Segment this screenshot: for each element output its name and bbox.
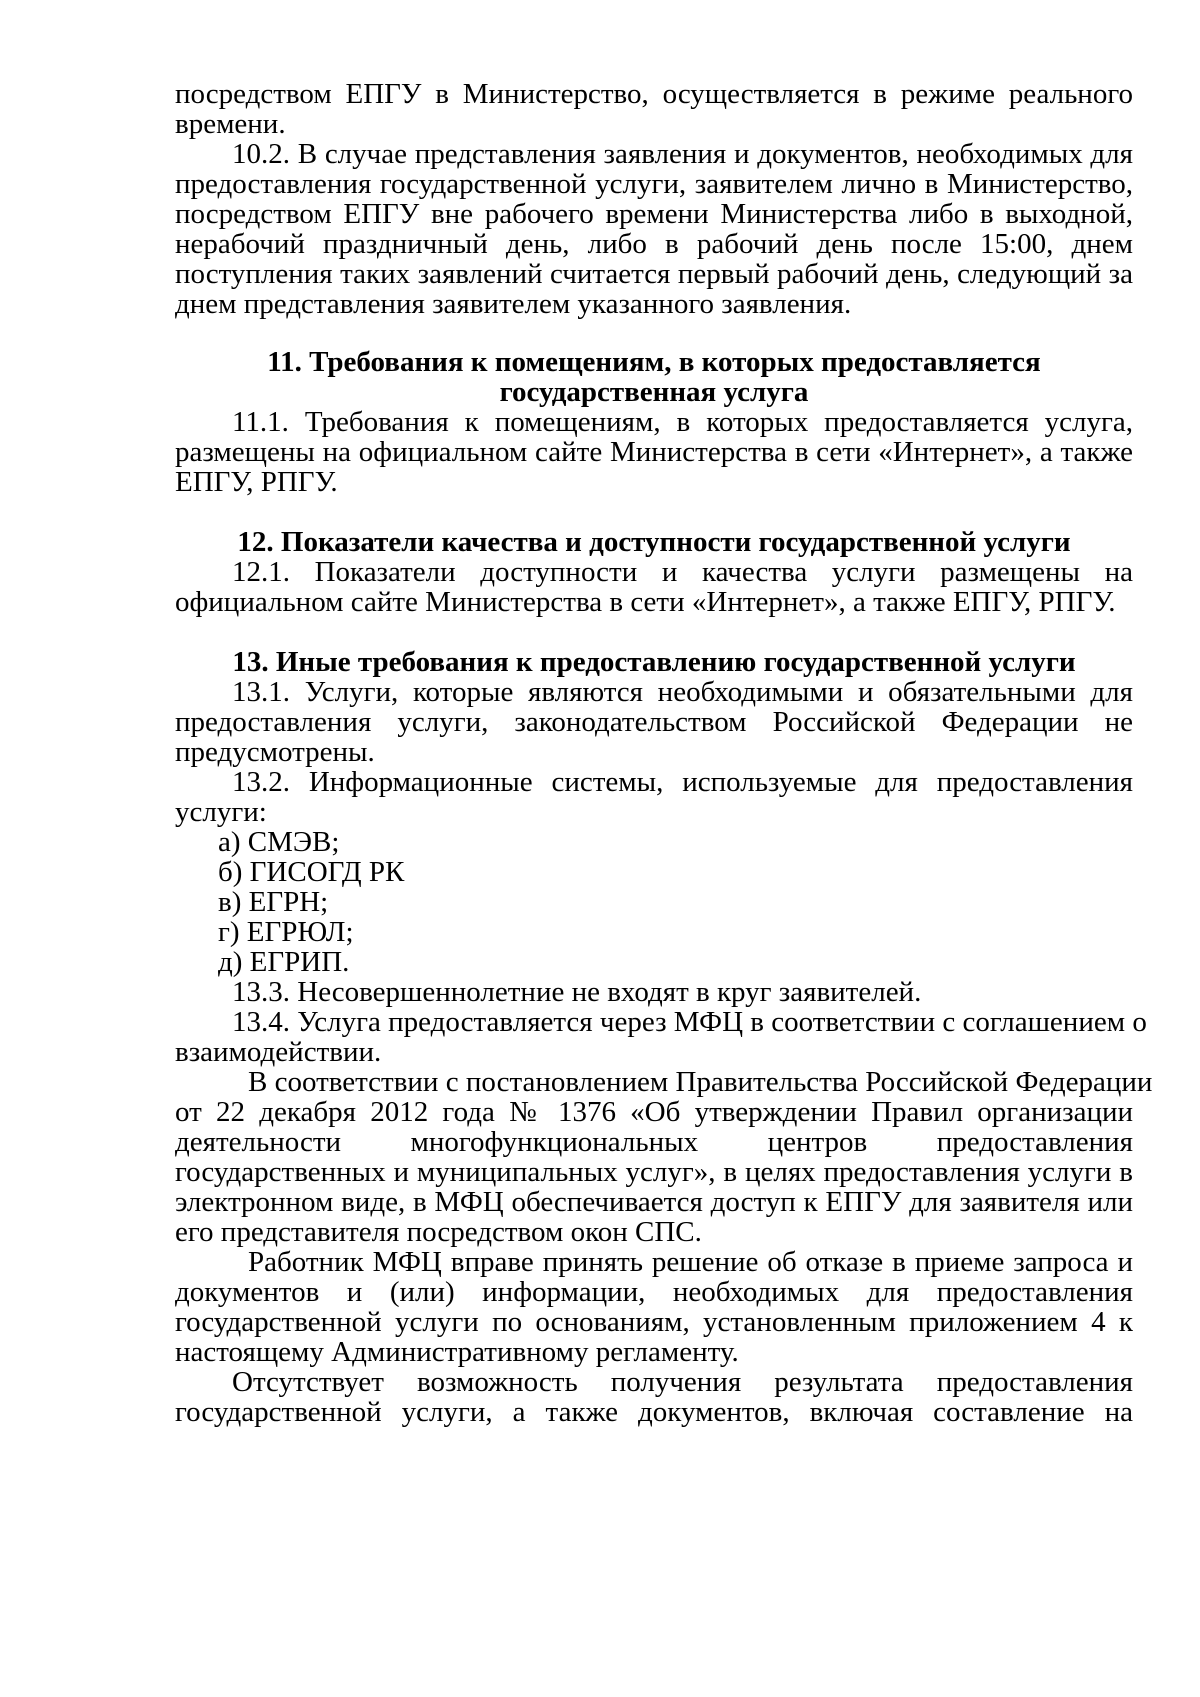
list-item: а) СМЭВ; — [218, 826, 340, 858]
text-line: Отсутствует возможность получения результата предоставления — [232, 1366, 1133, 1398]
text-line: 13.4. Услуга предоставляется через МФЦ в соответствии с соглашением о — [232, 1006, 1147, 1038]
text-line: электронном виде, в МФЦ обеспечивается доступ к ЕПГУ для заявителя или — [175, 1186, 1133, 1218]
text-line: днем представления заявителем указанного заявления. — [175, 288, 852, 320]
text-line: 13.1. Услуги, которые являются необходимыми и обязательными для — [232, 676, 1133, 708]
section-heading: государственная услуга — [499, 376, 809, 408]
text-line: 12.1. Показатели доступности и качества услуги размещены на — [232, 556, 1133, 588]
text-line: Работник МФЦ вправе принять решение об отказе в приеме запроса и — [248, 1246, 1133, 1278]
text-line: государственной услуги по основаниям, установленным приложением 4 к — [175, 1306, 1133, 1338]
text-line: взаимодействии. — [175, 1036, 382, 1068]
text-line: предоставления государственной услуги, заявителем лично в Министерство, — [175, 168, 1133, 200]
text-line: нерабочий праздничный день, либо в рабочий день после 15:00, днем — [175, 228, 1133, 260]
text-line: поступления таких заявлений считается первый рабочий день, следующий за — [175, 258, 1133, 290]
text-line: предоставления услуги, законодательством Российской Федерации не — [175, 706, 1133, 738]
text-line: услуги: — [175, 796, 267, 828]
text-line: государственной услуги, а также документов, включая составление на — [175, 1396, 1133, 1428]
text-line: ЕПГУ, РПГУ. — [175, 466, 338, 498]
text-line: предусмотрены. — [175, 736, 375, 768]
list-item: б) ГИСОГД РК — [218, 856, 405, 888]
list-item: в) ЕГРН; — [218, 886, 329, 918]
text-line: посредством ЕПГУ в Министерство, осуществляется в режиме реального — [175, 78, 1133, 110]
text-line: 13.2. Информационные системы, используемые для предоставления — [232, 766, 1133, 798]
text-line: В соответствии с постановлением Правительства Российской Федерации — [248, 1066, 1153, 1098]
section-heading: 13. Иные требования к предоставлению государственной услуги — [232, 646, 1076, 678]
section-heading: 11. Требования к помещениям, в которых предоставляется — [267, 346, 1041, 378]
text-line: от 22 декабря 2012 года № 1376 «Об утверждении Правил организации — [175, 1096, 1133, 1128]
text-line: официальном сайте Министерства в сети «Интернет», а также ЕПГУ, РПГУ. — [175, 586, 1116, 618]
section-heading: 12. Показатели качества и доступности государственной услуги — [237, 526, 1071, 558]
text-line: настоящему Административному регламенту. — [175, 1336, 739, 1368]
text-line: 13.3. Несовершеннолетние не входят в круг заявителей. — [232, 976, 922, 1008]
text-line: 10.2. В случае представления заявления и документов, необходимых для — [232, 138, 1133, 170]
text-line: документов и (или) информации, необходимых для предоставления — [175, 1276, 1133, 1308]
list-item: д) ЕГРИП. — [218, 946, 350, 978]
text-line: его представителя посредством окон СПС. — [175, 1216, 702, 1248]
text-line: размещены на официальном сайте Министерства в сети «Интернет», а также — [175, 436, 1133, 468]
text-line: времени. — [175, 108, 286, 140]
text-line: посредством ЕПГУ вне рабочего времени Министерства либо в выходной, — [175, 198, 1133, 230]
text-line: деятельности многофункциональных центров предоставления — [175, 1126, 1133, 1158]
text-line: 11.1. Требования к помещениям, в которых предоставляется услуга, — [232, 406, 1133, 438]
list-item: г) ЕГРЮЛ; — [218, 916, 354, 948]
text-line: государственных и муниципальных услуг», в целях предоставления услуги в — [175, 1156, 1133, 1188]
